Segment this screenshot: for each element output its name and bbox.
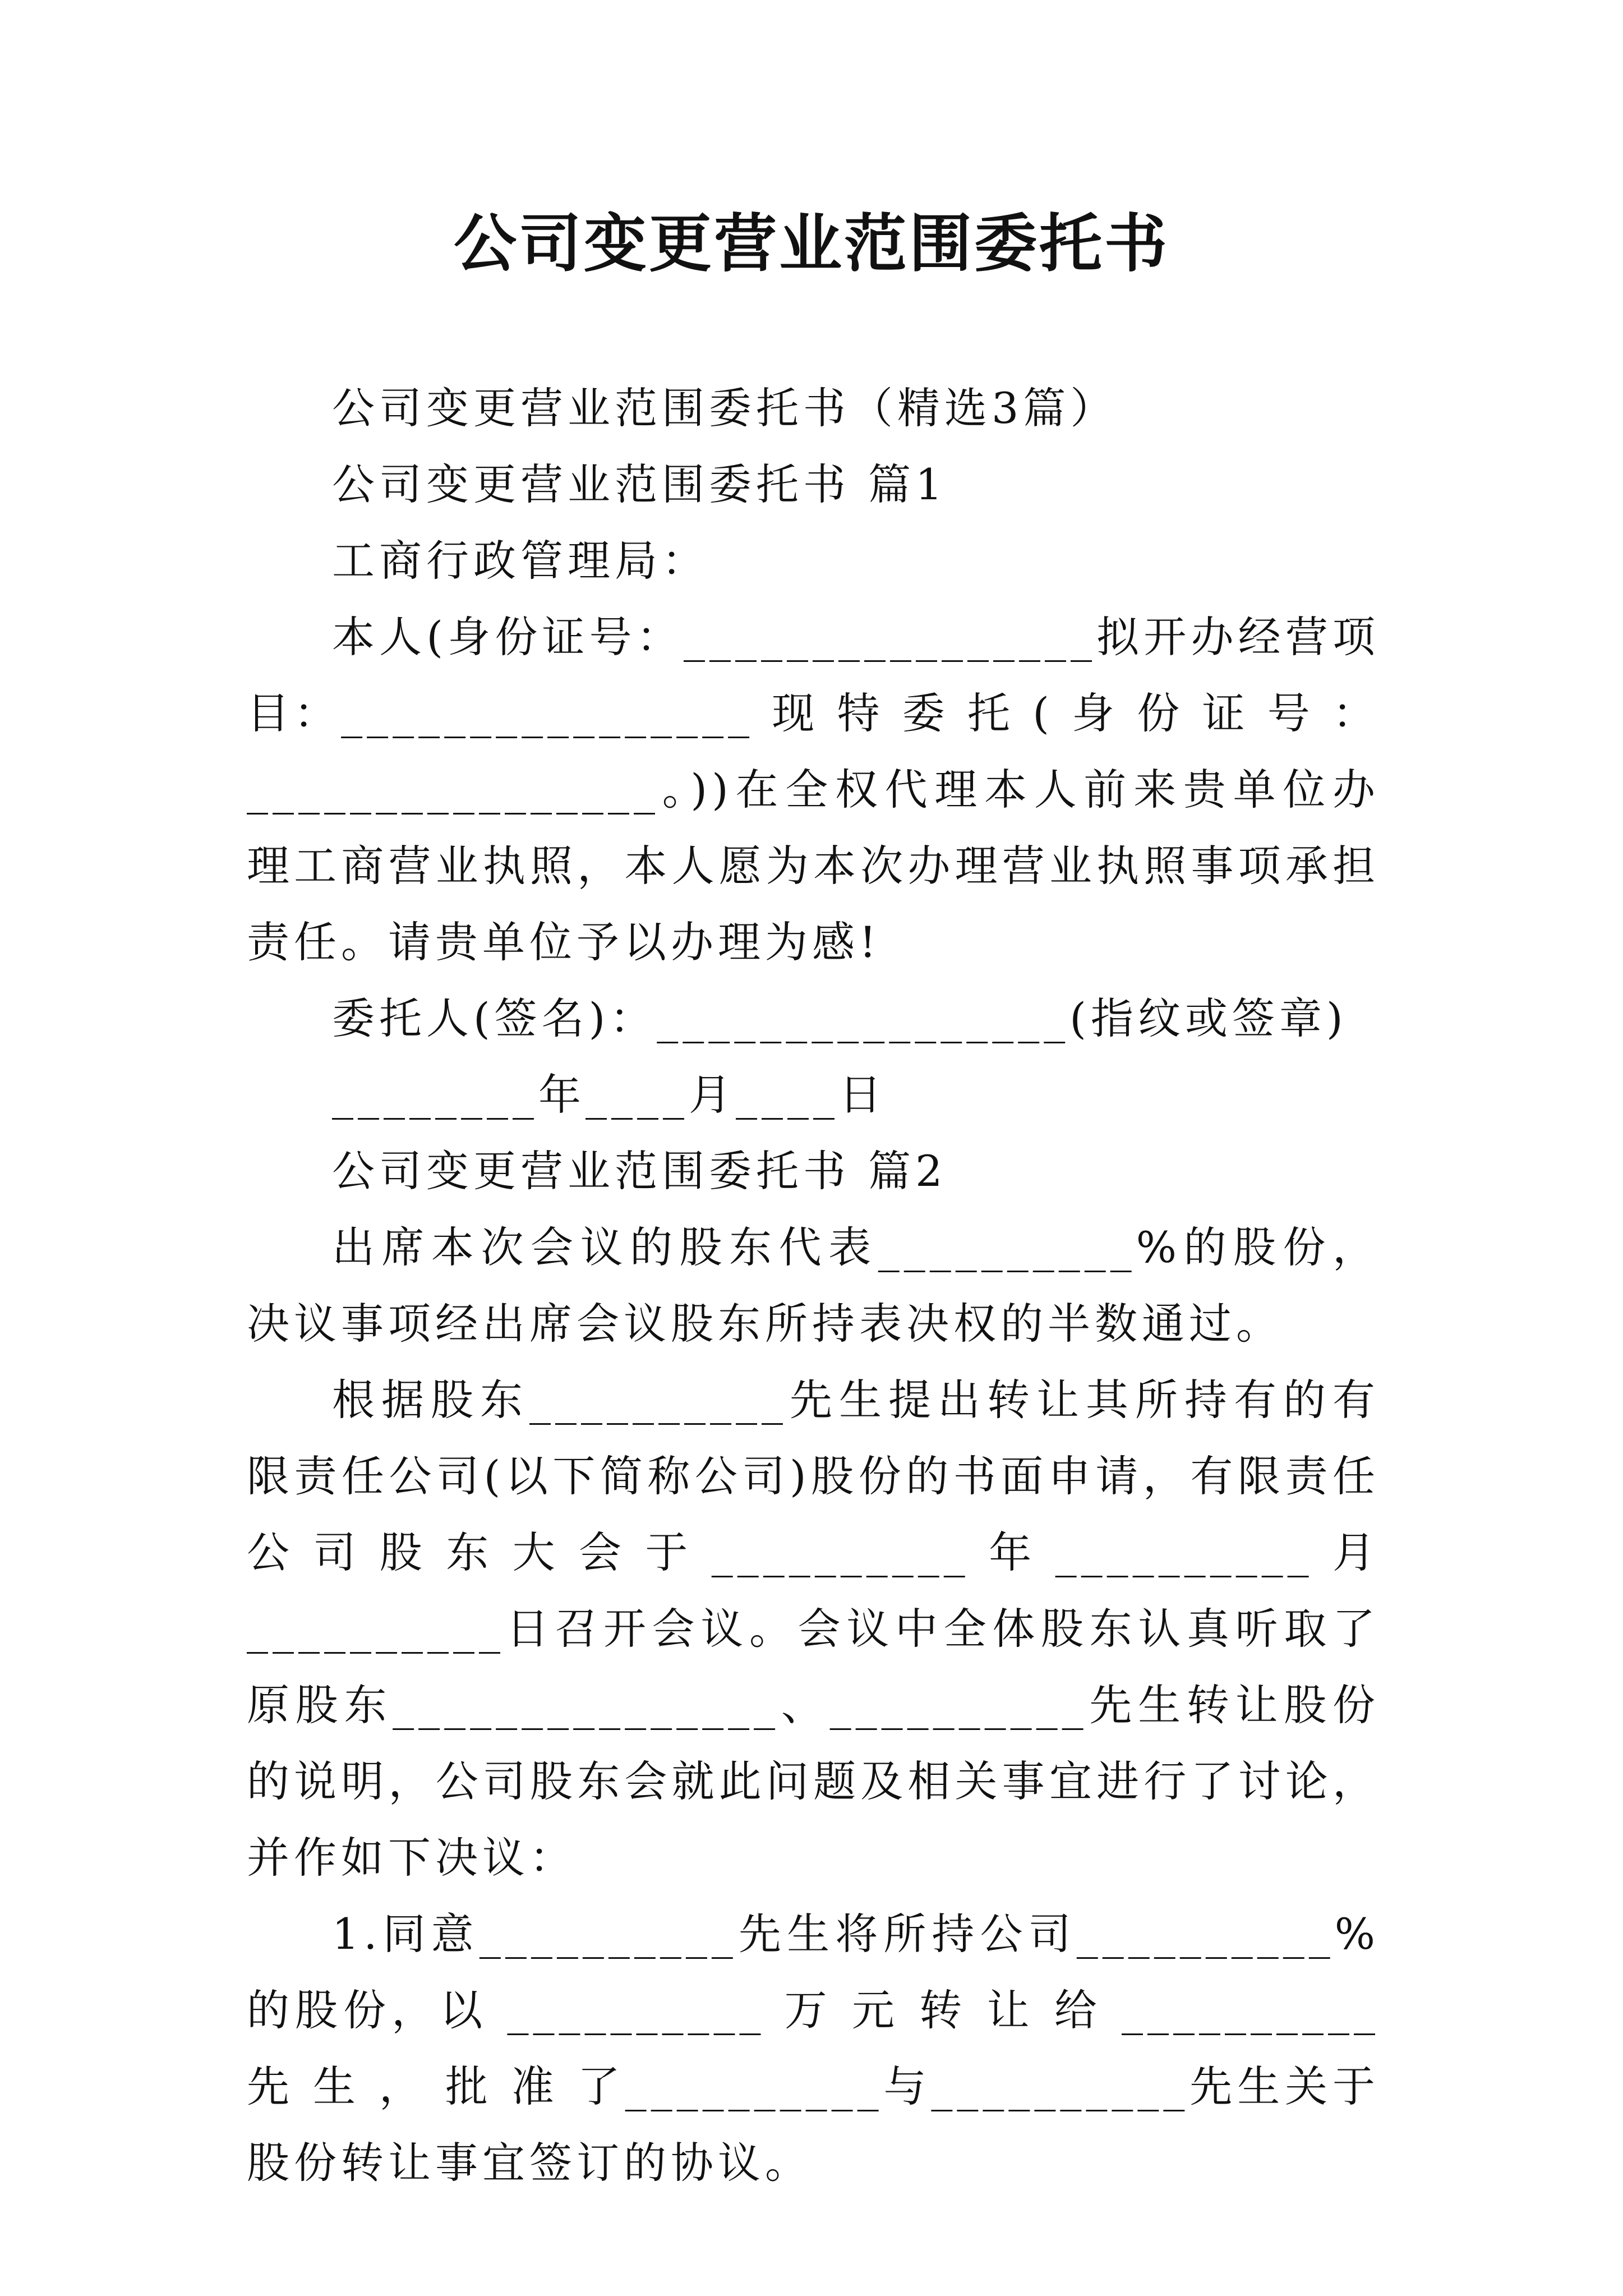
authorization-paragraph: 本人(身份证号：________________拟开办经营项目：________________ 现 特 委 托 ( 身 份 证 号 ：________________。))在全权代理本人前来贵单位办理工商营业执照，本人愿为本次办理营业执照事项承担责任。请贵单位予以办理为感! <box>247 612 1380 967</box>
section-heading-2: 公司变更营业范围委托书 篇2 <box>332 1146 947 1196</box>
share-transfer-paragraph: 根据股东__________先生提出转让其所持有的有限责任公司(以下简称公司)股份的书面申请，有限责任公司股东大会于__________年__________月__________日召开会议。会议中全体股东认真听取了原股东_______________、__________先生转让股份的说明，公司股东会就此问题及相关事宜进行了讨论，并作如下决议： <box>247 1375 1380 1883</box>
document-title: 公司变更营业范围委托书 <box>454 207 1169 280</box>
subtitle-paragraph: 公司变更营业范围委托书（精选3篇） <box>332 383 1118 433</box>
addressee-paragraph: 工商行政管理局： <box>332 536 709 586</box>
meeting-attendance-paragraph: 出席本次会议的股东代表__________%的股份，决议事项经出席会议股东所持表决权的半数通过。 <box>247 1222 1380 1349</box>
signature-line: 委托人(签名)：________________(指纹或签章) <box>332 993 1348 1043</box>
section-heading-1: 公司变更营业范围委托书 篇1 <box>332 459 947 509</box>
resolution-item-1: 1.同意__________先生将所持公司__________%的股份，以 __________ 万 元 转 让 给 __________ 先 生 ， 批 准 了__________与__________先生关于股份转让事宜签订的协议。 <box>247 1909 1380 2188</box>
date-line: ________年____月____日 <box>332 1070 886 1120</box>
document-body <box>247 370 1380 2201</box>
